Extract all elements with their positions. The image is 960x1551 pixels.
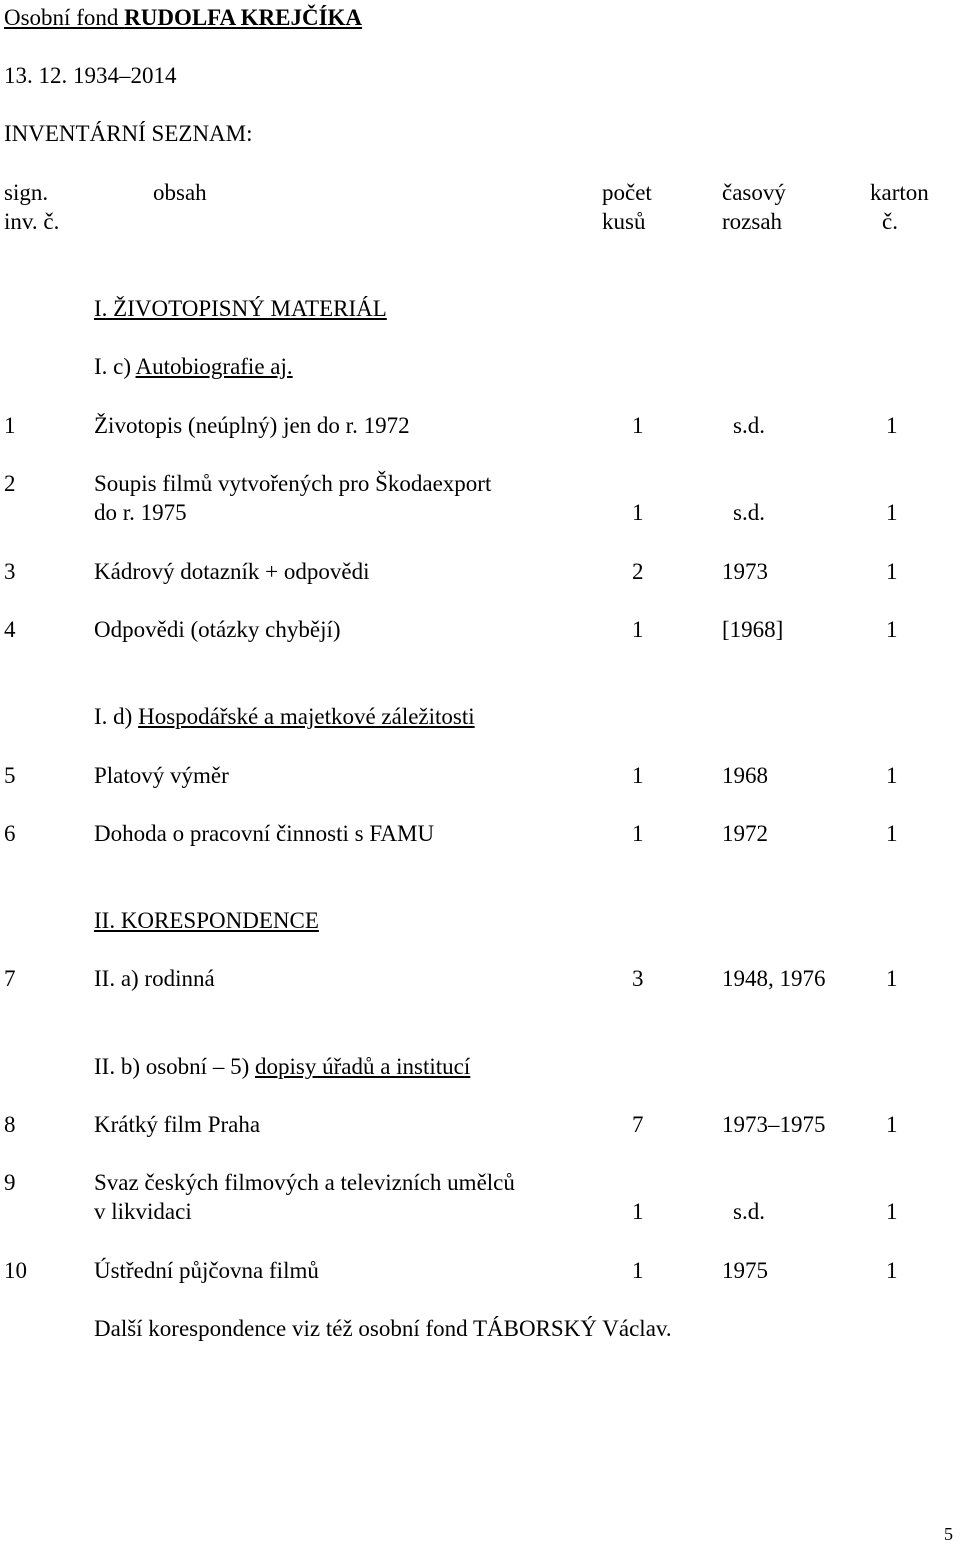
row-content: Platový výměr	[94, 763, 229, 788]
fond-title	[4, 5, 362, 31]
subsection-prefix: II. b) osobní – 5)	[94, 1054, 255, 1079]
col-time-label-2: rozsah	[722, 209, 783, 234]
subsection-title: dopisy úřadů a institucí	[254, 1054, 471, 1079]
subsection-prefix: I. c)	[94, 354, 136, 379]
row-count: 3	[632, 966, 644, 991]
row-count: 1	[632, 821, 644, 846]
row-content: Krátký film Praha	[94, 1112, 261, 1137]
row-content: Životopis (neúplný) jen do r. 1972	[94, 413, 410, 438]
col-box-label-2: č.	[882, 209, 898, 234]
row-content: Svaz českých filmových a televizních umělců	[94, 1170, 515, 1195]
col-count-label: počet	[602, 180, 652, 205]
row-content-line2: v likvidaci	[94, 1199, 192, 1224]
row-count: 1	[632, 1258, 644, 1283]
row-range: 1948, 1976	[722, 966, 826, 991]
row-range: s.d.	[733, 500, 765, 525]
row-count: 1	[632, 617, 644, 642]
row-count: 1	[632, 763, 644, 788]
row-content: Ústřední půjčovna filmů	[94, 1258, 319, 1283]
row-range: 1975	[722, 1258, 768, 1283]
subsection-heading-d	[94, 704, 475, 730]
row-num: 1	[4, 413, 16, 438]
row-num: 9	[4, 1170, 16, 1195]
row-content: II. a) rodinná	[94, 966, 215, 991]
row-range: s.d.	[733, 1199, 765, 1224]
row-range: [1968]	[722, 617, 784, 642]
subsection-title: Hospodářské a majetkové záležitosti	[138, 704, 475, 729]
fond-title-prefix: Osobní fond	[4, 5, 125, 30]
row-range: 1972	[722, 821, 768, 846]
row-num: 3	[4, 559, 16, 584]
inventory-title: INVENTÁRNÍ SEZNAM:	[4, 121, 253, 146]
col-count-label-2: kusů	[602, 209, 646, 234]
subsection-title: Autobiografie aj.	[135, 354, 293, 379]
row-count: 1	[632, 413, 644, 438]
row-content: Soupis filmů vytvořených pro Škodaexport	[94, 471, 492, 496]
row-num: 4	[4, 617, 16, 642]
row-box: 1	[886, 617, 898, 642]
col-box-label: karton	[870, 180, 929, 205]
row-num: 8	[4, 1112, 16, 1137]
fond-dates: 13. 12. 1934–2014	[4, 63, 177, 88]
row-content: Odpovědi (otázky chybějí)	[94, 617, 341, 642]
col-time-label: časový	[722, 180, 786, 205]
row-box: 1	[886, 500, 898, 525]
row-range: 1968	[722, 763, 768, 788]
row-content-line2: do r. 1975	[94, 500, 187, 525]
col-content-label: obsah	[153, 180, 207, 205]
section-heading: I. ŽIVOTOPISNÝ MATERIÁL	[94, 296, 387, 321]
row-count: 2	[632, 559, 644, 584]
col-sign-label: sign.	[4, 180, 49, 205]
fond-title-name: RUDOLFA KREJČÍKA	[124, 5, 363, 30]
row-range: 1973	[722, 559, 768, 584]
row-box: 1	[886, 821, 898, 846]
subsection-heading	[94, 354, 293, 380]
row-num: 5	[4, 763, 16, 788]
row-count: 7	[632, 1112, 644, 1137]
row-box: 1	[886, 559, 898, 584]
col-inv-label: inv. č.	[4, 209, 60, 234]
section-heading-ii: II. KORESPONDENCE	[94, 908, 319, 933]
page-number: 5	[944, 1524, 953, 1544]
row-content: Kádrový dotazník + odpovědi	[94, 559, 370, 584]
row-num: 6	[4, 821, 16, 846]
row-box: 1	[886, 966, 898, 991]
row-box: 1	[886, 763, 898, 788]
footer-note: Další korespondence viz též osobní fond TÁBORSKÝ Václav.	[94, 1316, 672, 1341]
row-count: 1	[632, 1199, 644, 1224]
row-box: 1	[886, 413, 898, 438]
row-range: s.d.	[733, 413, 765, 438]
row-num: 10	[4, 1258, 27, 1283]
subsection-heading-iib	[94, 1054, 470, 1080]
row-box: 1	[886, 1199, 898, 1224]
row-content: Dohoda o pracovní činnosti s FAMU	[94, 821, 435, 846]
row-count: 1	[632, 500, 644, 525]
subsection-prefix: I. d)	[94, 704, 139, 729]
row-box: 1	[886, 1112, 898, 1137]
row-range: 1973–1975	[722, 1112, 826, 1137]
row-box: 1	[886, 1258, 898, 1283]
row-num: 7	[4, 966, 16, 991]
row-num: 2	[4, 471, 16, 496]
